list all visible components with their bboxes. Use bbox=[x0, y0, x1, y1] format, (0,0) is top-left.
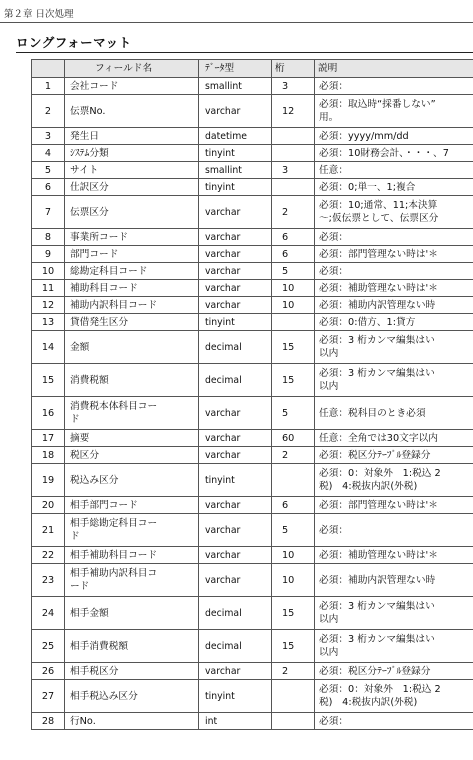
table-row bbox=[32, 564, 473, 597]
description-cell: 必須： bbox=[315, 713, 473, 730]
data-type-cell: tinyint bbox=[199, 179, 272, 196]
table-row bbox=[32, 331, 473, 364]
digits-cell: 6 bbox=[272, 246, 315, 263]
data-type-cell: smallint bbox=[199, 78, 272, 95]
row-number: 16 bbox=[32, 397, 65, 430]
data-type-cell: varchar bbox=[199, 397, 272, 430]
field-name-cell: 税込み区分 bbox=[65, 464, 199, 497]
digits-cell: 5 bbox=[272, 397, 315, 430]
table-row bbox=[32, 497, 473, 514]
data-type-cell: varchar bbox=[199, 246, 272, 263]
description-cell: 必須： bbox=[315, 78, 473, 95]
field-name-cell: 仕訳区分 bbox=[65, 179, 199, 196]
field-name-cell: 相手総勘定科目コー ド bbox=[65, 514, 199, 547]
row-number: 6 bbox=[32, 179, 65, 196]
field-name-cell: 相手補助内訳科目コ ード bbox=[65, 564, 199, 597]
field-name-cell: 補助科目コード bbox=[65, 280, 199, 297]
digits-cell: 5 bbox=[272, 514, 315, 547]
table-row bbox=[32, 128, 473, 145]
table-row bbox=[32, 447, 473, 464]
col-header-no bbox=[32, 60, 65, 78]
field-name-cell: 税区分 bbox=[65, 447, 199, 464]
digits-cell bbox=[272, 314, 315, 331]
description-cell: 任意： bbox=[315, 162, 473, 179]
digits-cell: 2 bbox=[272, 196, 315, 229]
table-row bbox=[32, 297, 473, 314]
table-row bbox=[32, 397, 473, 430]
table-row bbox=[32, 246, 473, 263]
table-row bbox=[32, 630, 473, 663]
field-name-cell: 事業所コード bbox=[65, 229, 199, 246]
header-rule bbox=[0, 22, 473, 23]
description-cell: 必須：3 桁カンマ編集はい 以内 bbox=[315, 597, 473, 630]
digits-cell bbox=[272, 145, 315, 162]
field-name-cell: 相手税込み区分 bbox=[65, 680, 199, 713]
row-number: 23 bbox=[32, 564, 65, 597]
col-header-field-name: フィールド名 bbox=[65, 60, 199, 78]
row-number: 4 bbox=[32, 145, 65, 162]
field-table-wrapper bbox=[31, 59, 473, 760]
field-name-cell: ｼｽﾃﾑ分類 bbox=[65, 145, 199, 162]
digits-cell: 2 bbox=[272, 663, 315, 680]
data-type-cell: decimal bbox=[199, 364, 272, 397]
description-cell: 必須：取込時“採番しない” 用。 bbox=[315, 95, 473, 128]
table-row bbox=[32, 464, 473, 497]
field-name-cell: 伝票No. bbox=[65, 95, 199, 128]
data-type-cell: varchar bbox=[199, 229, 272, 246]
data-type-cell: varchar bbox=[199, 95, 272, 128]
field-name-cell: 相手消費税額 bbox=[65, 630, 199, 663]
table-row bbox=[32, 145, 473, 162]
data-type-cell: varchar bbox=[199, 280, 272, 297]
col-header-description: 説明 bbox=[315, 60, 473, 78]
digits-cell: 3 bbox=[272, 78, 315, 95]
data-type-cell: varchar bbox=[199, 297, 272, 314]
row-number: 15 bbox=[32, 364, 65, 397]
row-number: 5 bbox=[32, 162, 65, 179]
table-row bbox=[32, 229, 473, 246]
digits-cell bbox=[272, 464, 315, 497]
digits-cell bbox=[272, 179, 315, 196]
digits-cell: 10 bbox=[272, 564, 315, 597]
row-number: 9 bbox=[32, 246, 65, 263]
field-name-cell: 行No. bbox=[65, 713, 199, 730]
description-cell: 必須：10;通常、11;本決算 ～;仮伝票として、伝票区分 bbox=[315, 196, 473, 229]
table-row bbox=[32, 179, 473, 196]
field-name-cell: サイト bbox=[65, 162, 199, 179]
digits-cell bbox=[272, 713, 315, 730]
data-type-cell: datetime bbox=[199, 128, 272, 145]
row-number: 12 bbox=[32, 297, 65, 314]
description-cell: 必須：3 桁カンマ編集はい 以内 bbox=[315, 331, 473, 364]
row-number: 21 bbox=[32, 514, 65, 547]
chapter-header: 第２章 日次処理 bbox=[4, 9, 74, 20]
description-cell: 必須： bbox=[315, 263, 473, 280]
field-name-cell: 相手補助科目コード bbox=[65, 547, 199, 564]
digits-cell bbox=[272, 128, 315, 145]
table-row bbox=[32, 547, 473, 564]
data-type-cell: tinyint bbox=[199, 145, 272, 162]
digits-cell: 10 bbox=[272, 547, 315, 564]
row-number: 28 bbox=[32, 713, 65, 730]
field-name-cell: 金額 bbox=[65, 331, 199, 364]
table-row bbox=[32, 364, 473, 397]
description-cell: 必須：0：対象外 1:税込 2 税) 4:税抜内訳(外税) bbox=[315, 464, 473, 497]
field-name-cell: 総勘定科目コード bbox=[65, 263, 199, 280]
description-cell: 必須：税区分ﾃｰﾌﾞﾙ登録分 bbox=[315, 447, 473, 464]
row-number: 3 bbox=[32, 128, 65, 145]
description-cell: 任意：税科目のとき必須 bbox=[315, 397, 473, 430]
row-number: 24 bbox=[32, 597, 65, 630]
row-number: 7 bbox=[32, 196, 65, 229]
col-header-data-type: ﾃﾞｰﾀ型 bbox=[199, 60, 272, 78]
data-type-cell: varchar bbox=[199, 196, 272, 229]
data-type-cell: varchar bbox=[199, 497, 272, 514]
title-rule bbox=[16, 52, 473, 53]
digits-cell: 12 bbox=[272, 95, 315, 128]
row-number: 20 bbox=[32, 497, 65, 514]
description-cell: 必須：0:借方、1:貸方 bbox=[315, 314, 473, 331]
description-cell: 必須：0;単一、1;複合 bbox=[315, 179, 473, 196]
digits-cell: 15 bbox=[272, 331, 315, 364]
field-name-cell: 部門コード bbox=[65, 246, 199, 263]
field-name-cell: 摘要 bbox=[65, 430, 199, 447]
data-type-cell: varchar bbox=[199, 663, 272, 680]
description-cell: 必須：部門管理ない時は'＊ bbox=[315, 246, 473, 263]
data-type-cell: varchar bbox=[199, 263, 272, 280]
row-number: 2 bbox=[32, 95, 65, 128]
row-number: 1 bbox=[32, 78, 65, 95]
table-row bbox=[32, 162, 473, 179]
digits-cell: 15 bbox=[272, 597, 315, 630]
table-header-row bbox=[32, 60, 473, 78]
description-cell: 必須：0：対象外 1:税込 2 税) 4:税抜内訳(外税) bbox=[315, 680, 473, 713]
digits-cell: 6 bbox=[272, 229, 315, 246]
field-name-cell: 伝票区分 bbox=[65, 196, 199, 229]
data-type-cell: decimal bbox=[199, 630, 272, 663]
digits-cell: 3 bbox=[272, 162, 315, 179]
table-row bbox=[32, 263, 473, 280]
field-name-cell: 貸借発生区分 bbox=[65, 314, 199, 331]
table-row bbox=[32, 680, 473, 713]
digits-cell: 15 bbox=[272, 630, 315, 663]
table-row bbox=[32, 597, 473, 630]
section-title: ロングフォーマット bbox=[16, 35, 132, 50]
table-row bbox=[32, 95, 473, 128]
description-cell: 任意：全角では30文字以内 bbox=[315, 430, 473, 447]
field-name-cell: 相手部門コード bbox=[65, 497, 199, 514]
table-row bbox=[32, 663, 473, 680]
description-cell: 必須：補助内訳管理ない時 bbox=[315, 564, 473, 597]
row-number: 27 bbox=[32, 680, 65, 713]
row-number: 26 bbox=[32, 663, 65, 680]
description-cell: 必須：3 桁カンマ編集はい 以内 bbox=[315, 630, 473, 663]
description-cell: 必須：yyyy/mm/dd bbox=[315, 128, 473, 145]
row-number: 10 bbox=[32, 263, 65, 280]
row-number: 25 bbox=[32, 630, 65, 663]
table-row bbox=[32, 430, 473, 447]
row-number: 8 bbox=[32, 229, 65, 246]
data-type-cell: int bbox=[199, 713, 272, 730]
table-row bbox=[32, 196, 473, 229]
table-row bbox=[32, 713, 473, 730]
row-number: 11 bbox=[32, 280, 65, 297]
row-number: 17 bbox=[32, 430, 65, 447]
data-type-cell: varchar bbox=[199, 514, 272, 547]
description-cell: 必須：補助管理ない時は'＊ bbox=[315, 547, 473, 564]
field-name-cell: 消費税額 bbox=[65, 364, 199, 397]
description-cell: 必須：補助内訳管理ない時 bbox=[315, 297, 473, 314]
field-name-cell: 補助内訳科目コード bbox=[65, 297, 199, 314]
field-name-cell: 会社コード bbox=[65, 78, 199, 95]
row-number: 22 bbox=[32, 547, 65, 564]
data-type-cell: smallint bbox=[199, 162, 272, 179]
digits-cell: 5 bbox=[272, 263, 315, 280]
description-cell: 必須： bbox=[315, 229, 473, 246]
digits-cell: 15 bbox=[272, 364, 315, 397]
row-number: 14 bbox=[32, 331, 65, 364]
field-name-cell: 消費税本体科目コー ド bbox=[65, 397, 199, 430]
data-type-cell: tinyint bbox=[199, 314, 272, 331]
field-name-cell: 発生日 bbox=[65, 128, 199, 145]
table-row bbox=[32, 314, 473, 331]
description-cell: 必須：補助管理ない時は'＊ bbox=[315, 280, 473, 297]
field-name-cell: 相手税区分 bbox=[65, 663, 199, 680]
digits-cell: 2 bbox=[272, 447, 315, 464]
description-cell: 必須：10財務会計、・・・、7 bbox=[315, 145, 473, 162]
col-header-digits: 桁 bbox=[272, 60, 315, 78]
digits-cell: 6 bbox=[272, 497, 315, 514]
data-type-cell: tinyint bbox=[199, 680, 272, 713]
description-cell: 必須：税区分ﾃｰﾌﾞﾙ登録分 bbox=[315, 663, 473, 680]
digits-cell: 10 bbox=[272, 297, 315, 314]
description-cell: 必須：部門管理ない時は'＊ bbox=[315, 497, 473, 514]
description-cell: 必須： bbox=[315, 514, 473, 547]
field-name-cell: 相手金額 bbox=[65, 597, 199, 630]
row-number: 18 bbox=[32, 447, 65, 464]
digits-cell bbox=[272, 680, 315, 713]
digits-cell: 60 bbox=[272, 430, 315, 447]
table-row bbox=[32, 78, 473, 95]
data-type-cell: varchar bbox=[199, 430, 272, 447]
row-number: 13 bbox=[32, 314, 65, 331]
data-type-cell: varchar bbox=[199, 564, 272, 597]
row-number: 19 bbox=[32, 464, 65, 497]
description-cell: 必須：3 桁カンマ編集はい 以内 bbox=[315, 364, 473, 397]
digits-cell: 10 bbox=[272, 280, 315, 297]
data-type-cell: varchar bbox=[199, 547, 272, 564]
data-type-cell: varchar bbox=[199, 447, 272, 464]
data-type-cell: decimal bbox=[199, 597, 272, 630]
field-table bbox=[31, 59, 473, 730]
table-row bbox=[32, 280, 473, 297]
data-type-cell: decimal bbox=[199, 331, 272, 364]
table-row bbox=[32, 514, 473, 547]
data-type-cell: tinyint bbox=[199, 464, 272, 497]
